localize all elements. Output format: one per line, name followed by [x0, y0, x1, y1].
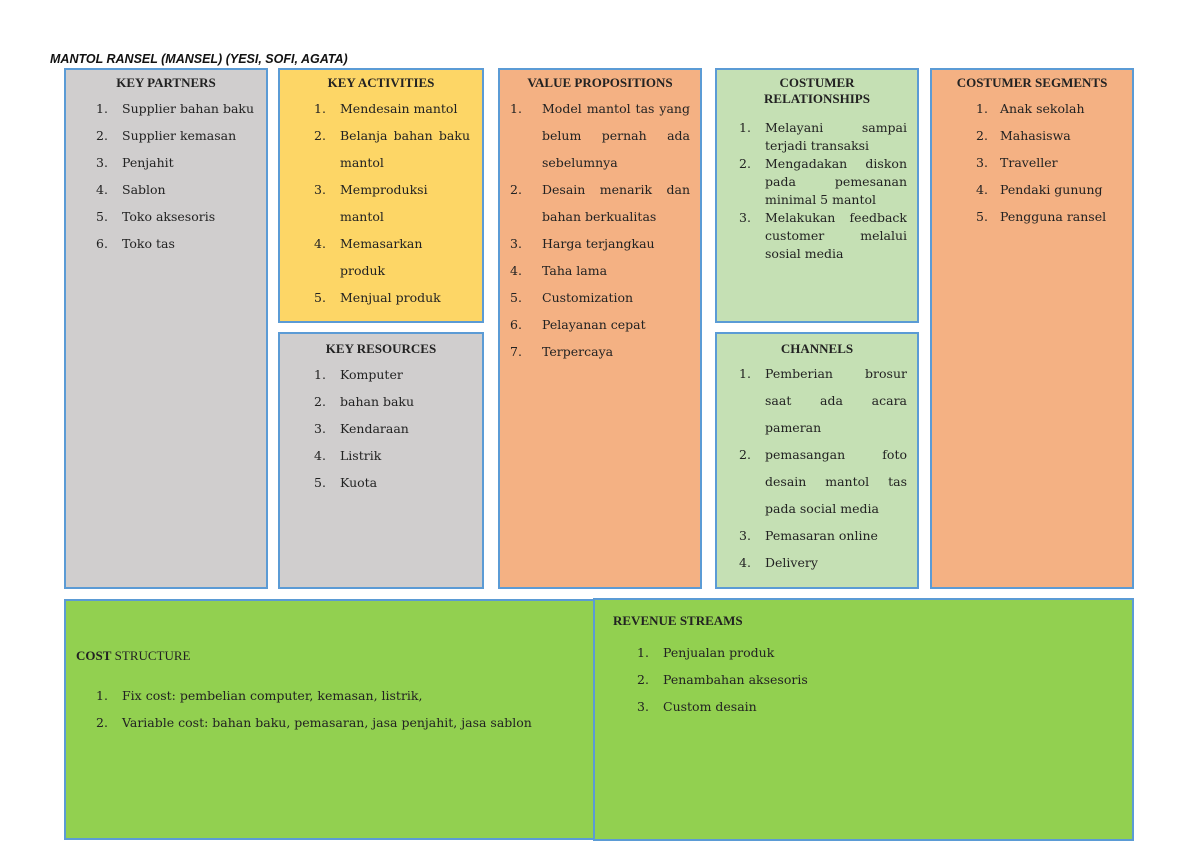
key-resources-list [314, 361, 482, 496]
key-activities-panel [278, 68, 484, 323]
list-item: 2. Variable cost: bahan baku, pemasaran, jasa penjahit, jasa sablon [96, 715, 532, 730]
list-item: 1. Penjualan produk [637, 645, 775, 660]
list-item: 5. Menjual produk [314, 290, 441, 305]
list-item: 4. Pendaki gunung [976, 182, 1103, 197]
revenue-streams-list [637, 639, 1097, 720]
list-item: 7. Terpercaya [510, 344, 614, 359]
key-partners-panel [64, 68, 268, 589]
channels-heading: CHANNELS [780, 341, 854, 356]
key-partners-heading: KEY PARTNERS [116, 75, 216, 90]
list-item: 3. Custom desain [637, 699, 757, 714]
list-item: 4. Listrik [314, 448, 382, 463]
list-item: 3. Penjahit [96, 155, 174, 170]
list-item: 2. Mengadakan diskon pada pemesanan minimal 5 mantol [739, 156, 907, 207]
list-item: 1. Anak sekolah [976, 101, 1085, 116]
list-item: 1. Mendesain mantol [314, 101, 458, 116]
cost-structure-panel [64, 599, 596, 840]
customer-segments-heading: COSTUMER SEGMENTS [956, 75, 1108, 90]
value-propositions-list [510, 95, 690, 365]
key-partners-list [96, 95, 266, 257]
list-item: 4. Taha lama [510, 263, 608, 278]
list-item: 2. pemasangan foto desain mantol tas pada social media [739, 447, 907, 516]
list-item: 5. Pengguna ransel [976, 209, 1107, 224]
list-item: 1. Supplier bahan baku [96, 101, 255, 116]
cost-structure-heading: COST STRUCTURE [76, 648, 191, 663]
key-activities-list [314, 95, 470, 311]
list-item: 1. Model mantol tas yang belum pernah ada sebelumnya [510, 101, 690, 170]
key-resources-panel [278, 332, 484, 589]
list-item: 3. Memproduksi mantol [314, 182, 428, 224]
canvas-title: MANTOL RANSEL (MANSEL) (YESI, SOFI, AGATA) [50, 52, 348, 66]
key-resources-heading: KEY RESOURCES [325, 341, 437, 356]
list-item: 5. Toko aksesoris [96, 209, 216, 224]
list-item: 5. Kuota [314, 475, 378, 490]
list-item: 2. Supplier kemasan [96, 128, 237, 143]
list-item: 4. Sablon [96, 182, 166, 197]
list-item: 2. Penambahan aksesoris [637, 672, 808, 687]
channels-panel [715, 332, 919, 589]
channels-list [739, 360, 907, 576]
list-item: 1. Pemberian brosur saat ada acara pameran [739, 366, 907, 435]
list-item: 2. Belanja bahan baku mantol [314, 128, 470, 170]
key-activities-heading: KEY ACTIVITIES [327, 75, 435, 90]
value-propositions-panel [498, 68, 702, 589]
list-item: 6. Toko tas [96, 236, 175, 251]
revenue-streams-heading: REVENUE STREAMS [613, 613, 743, 628]
customer-segments-list [976, 95, 1132, 230]
list-item: 3. Kendaraan [314, 421, 409, 436]
list-item: 2. Mahasiswa [976, 128, 1071, 143]
cost-structure-list [96, 682, 586, 736]
value-propositions-heading: VALUE PROPOSITIONS [527, 75, 673, 90]
list-item: 2. Desain menarik dan bahan berkualitas [510, 182, 690, 224]
list-item: 3. Harga terjangkau [510, 236, 655, 251]
customer-relationships-panel [715, 68, 919, 323]
list-item: 3. Melakukan feedback customer melalui sosial media [739, 210, 907, 261]
customer-relationships-heading: COSTUMER RELATIONSHIPS [764, 75, 870, 106]
revenue-streams-panel [593, 598, 1134, 841]
list-item: 4. Delivery [739, 555, 818, 570]
list-item: 4. Memasarkan produk [314, 236, 423, 278]
list-item: 3. Traveller [976, 155, 1058, 170]
list-item: 2. bahan baku [314, 394, 415, 409]
list-item: 1. Melayani sampai terjadi transaksi [739, 120, 907, 153]
customer-relationships-list [739, 119, 907, 263]
list-item: 3. Pemasaran online [739, 528, 878, 543]
list-item: 6. Pelayanan cepat [510, 317, 646, 332]
list-item: 5. Customization [510, 290, 634, 305]
list-item: 1. Fix cost: pembelian computer, kemasan, listrik, [96, 688, 423, 703]
customer-segments-panel [930, 68, 1134, 589]
list-item: 1. Komputer [314, 367, 403, 382]
